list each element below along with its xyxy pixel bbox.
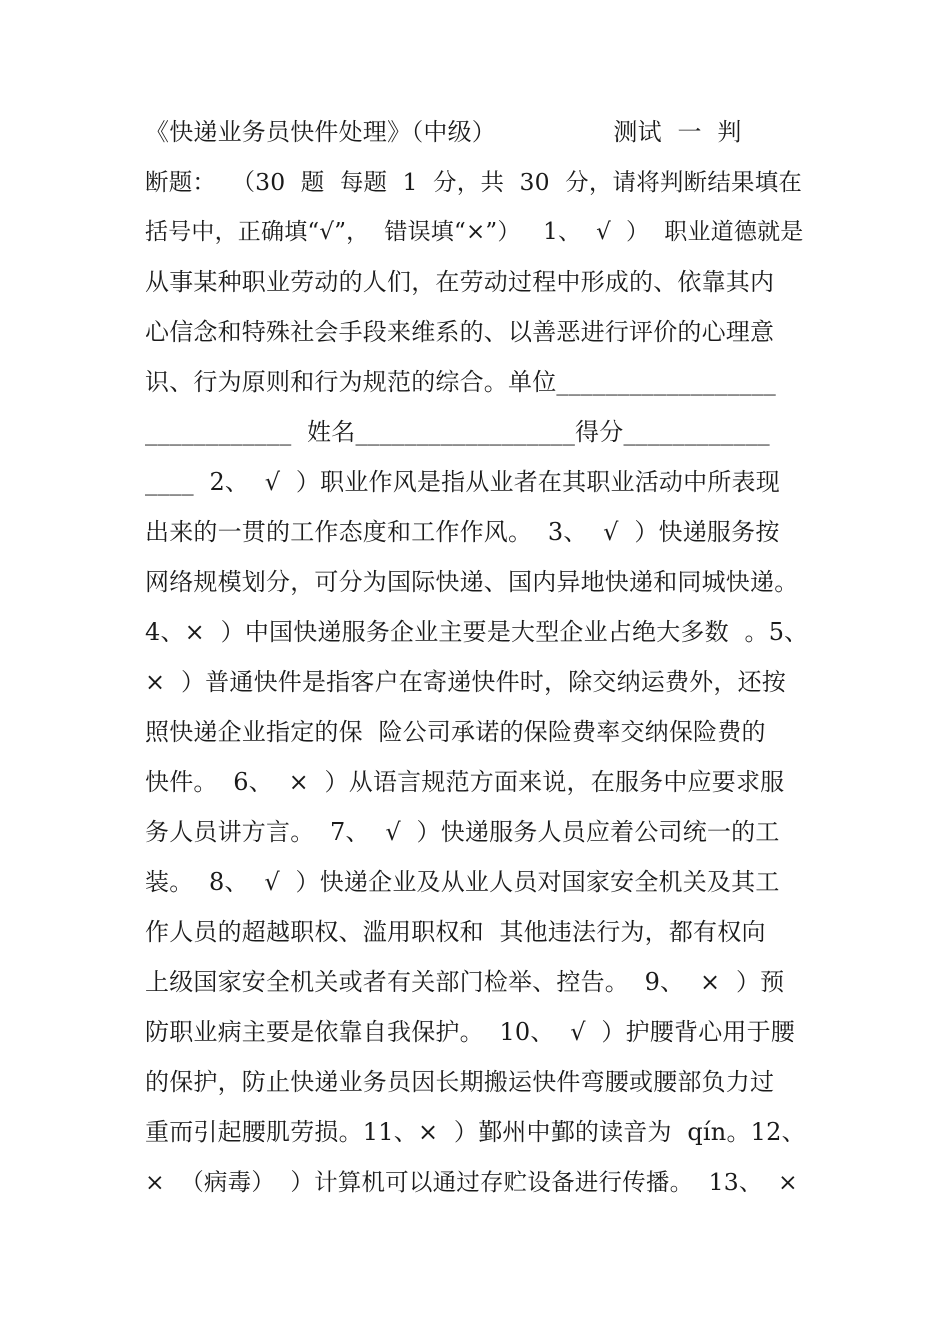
text-line: 从事某种职业劳动的人们，在劳动过程中形成的、依靠其内 bbox=[145, 268, 775, 296]
text-line: 务人员讲方言。 7、 √ ）快递服务人员应着公司统一的工 bbox=[145, 818, 780, 846]
text-line: 作人员的超越职权、滥用职权和 其他违法行为，都有权向 bbox=[145, 918, 766, 946]
text-line: 上级国家安全机关或者有关部门检举、控告。 9、 × ）预 bbox=[145, 968, 785, 996]
text-line: ____ 2、 √ ）职业作风是指从业者在其职业活动中所表现 bbox=[145, 468, 780, 496]
text-line: 的保护，防止快递业务员因长期搬运快件弯腰或腰部负力过 bbox=[145, 1068, 775, 1096]
text-line: 网络规模划分，可分为国际快递、国内异地快递和同城快递。 bbox=[145, 568, 799, 596]
text-line: 照快递企业指定的保 险公司承诺的保险费率交纳保险费的 bbox=[145, 718, 766, 746]
text-line: 4、× ）中国快递服务企业主要是大型企业占绝大多数 。5、 bbox=[145, 618, 809, 646]
text-line: 心信念和特殊社会手段来维系的、以善恶进行评价的心理意 bbox=[145, 318, 775, 346]
text-line: 《快递业务员快件处理》（中级） 测试 一 判 bbox=[145, 118, 742, 146]
text-line: × ）普通快件是指客户在寄递快件时，除交纳运费外，还按 bbox=[145, 668, 786, 696]
text-line: 重而引起腰肌劳损。11、× ）鄞州中鄞的读音为 qín。12、 bbox=[145, 1118, 806, 1146]
text-line: 断题： （30 题 每题 1 分，共 30 分，请将判断结果填在 bbox=[145, 168, 803, 196]
text-line: ____________ 姓名__________________得分____________ bbox=[145, 418, 770, 446]
text-line: 装。 8、 √ ）快递企业及从业人员对国家安全机关及其工 bbox=[145, 868, 780, 896]
text-line: 识、行为原则和行为规范的综合。单位__________________ bbox=[145, 368, 776, 396]
text-line: 括号中，正确填“√”， 错误填“×”） 1、 √ ） 职业道德就是 bbox=[145, 219, 804, 245]
text-line: 快件。 6、 × ）从语言规范方面来说，在服务中应要求服 bbox=[145, 768, 785, 796]
text-line: × （病毒） ）计算机可以通过存贮设备进行传播。 13、 × bbox=[145, 1168, 798, 1196]
text-line: 出来的一贯的工作态度和工作作风。 3、 √ ）快递服务按 bbox=[145, 518, 780, 546]
text-line: 防职业病主要是依靠自我保护。 10、 √ ）护腰背心用于腰 bbox=[145, 1018, 796, 1046]
